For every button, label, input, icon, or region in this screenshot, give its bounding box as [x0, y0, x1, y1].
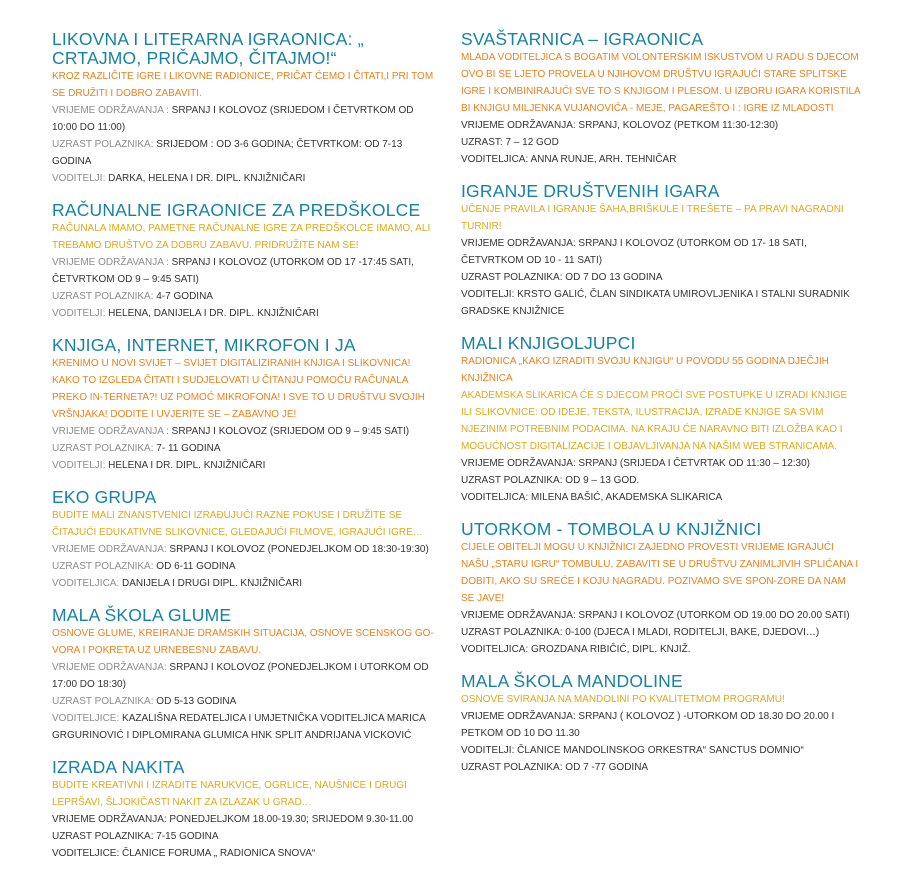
meta-age: [52, 693, 437, 710]
meta-label: VODITELJI:: [461, 745, 515, 756]
meta-value: SRPANJ (SRIJEDA I ČETVRTAK OD 11:30 – 12:30): [575, 458, 810, 469]
meta-leaders: [52, 710, 437, 744]
meta-leaders: [461, 489, 861, 506]
meta-value: OD 6-11 GODINA: [153, 561, 236, 572]
meta-label: UZRAST POLAZNIKA:: [52, 443, 154, 454]
meta-leaders: [52, 305, 437, 322]
meta-label: VRIJEME ODRŽAVANJA:: [52, 814, 167, 825]
meta-label: VODITELJICE:: [52, 848, 120, 859]
meta-label: VRIJEME ODRŽAVANJA:: [52, 662, 167, 673]
meta-value: 7-15 GODINA: [153, 831, 219, 842]
meta-label: UZRAST POLAZNIKA:: [461, 475, 563, 486]
meta-age: [461, 472, 861, 489]
section-svastarnica: [461, 30, 861, 168]
meta-value: SRPANJ I KOLOVOZ (UTORKOM OD 17- 18 SATI, ČETVRTKOM OD 10 - 11 SATI): [461, 238, 807, 266]
meta-age: [52, 828, 437, 845]
meta-leaders: [52, 575, 437, 592]
meta-leaders: [461, 641, 861, 658]
meta-label: VODITELJI:: [52, 460, 106, 471]
section-skola-mandoline: [461, 672, 861, 776]
meta-time: [52, 541, 437, 558]
meta-value: OD 5-13 GODINA: [153, 696, 237, 707]
meta-time: [52, 423, 437, 440]
meta-value: SRPANJ I KOLOVOZ (PONEDJELJKOM OD 18:30-19:30): [166, 544, 429, 555]
meta-age: [52, 288, 437, 305]
meta-label: UZRAST POLAZNIKA:: [52, 696, 154, 707]
section-izrada-nakita: [52, 758, 437, 862]
section-intro: UČENJE PRAVILA I IGRANJE ŠAHA,BRIŠKULE I TREŠETE – PA PRAVI NAGRADNI TURNIR!: [461, 204, 844, 232]
meta-value: OD 7 DO 13 GODINA: [562, 272, 663, 283]
section-likovna-igraonica: [52, 30, 437, 187]
section-title: UTORKOM - TOMBOLA U KNJIŽNICI: [461, 519, 762, 539]
meta-label: VODITELJI:: [52, 173, 106, 184]
meta-value: OD 7 -77 GODINA: [562, 762, 649, 773]
meta-value: HELENA, DANIJELA I DR. DIPL. KNJIŽNIČARI: [105, 308, 319, 319]
left-column: [52, 30, 437, 876]
section-intro: KRENIMO U NOVI SVIJET – SVIJET DIGITALIZIRANIH KNJIGA I SLIKOVNICA! KAKO TO IZGLEDA ČITATI I SUDJELOVATI U ČITANJU POMOĆU RAČUNALA PREKO IN-TERNETA?! UZ POMOĆ MIKROFONA! I SVE TO U DRUŠTVU SVOJIH VRŠNJAKA! DODITE I UVJERITE SE – ZABAVNO JE!: [52, 358, 425, 420]
meta-value: SRPANJ, KOLOVOZ (PETKOM 11:30-12:30): [575, 120, 779, 131]
section-intro: OSNOVE GLUME, KREIRANJE DRAMSKIH SITUACIJA, OSNOVE SCENSKOG GO-VORA I POKRETA UZ URNEBESNU ZABAVU.: [52, 628, 434, 656]
meta-time: [461, 455, 861, 472]
meta-label: UZRAST POLAZNIKA:: [461, 627, 563, 638]
meta-leaders: [52, 170, 437, 187]
section-title: RAČUNALNE IGRAONICE ZA PREDŠKOLCE: [52, 200, 421, 220]
meta-time: [461, 607, 861, 624]
section-title: IZRADA NAKITA: [52, 757, 185, 777]
meta-value: ČLANICE FORUMA „ RADIONICA SNOVA“: [119, 848, 316, 859]
meta-age: [52, 558, 437, 575]
meta-value: SRPANJ I KOLOVOZ (SRIJEDOM I ČETVRTKOM OD 10:00 DO 11:00): [52, 105, 414, 133]
meta-leaders: [52, 845, 437, 862]
section-title: MALA ŠKOLA MANDOLINE: [461, 671, 683, 691]
section-racunalne-igraonice: [52, 201, 437, 322]
section-intro: BUDITE KREATIVNI I IZRADITE NARUKVICE, OGRLICE, NAUŠNICE I DRUGI LEPRŠAVI, ŠLJOKIČASTI NAKIT ZA IZLAZAK U GRAD…: [52, 780, 407, 808]
right-column: [461, 30, 861, 790]
meta-leaders: [52, 457, 437, 474]
meta-time: [461, 708, 861, 742]
meta-label: VRIJEME ODRŽAVANJA:: [461, 711, 576, 722]
section-title: MALI KNJIGOLJUPCI: [461, 333, 636, 353]
meta-label: VRIJEME ODRŽAVANJA:: [461, 458, 576, 469]
section-intro: MLADA VODITELJICA S BOGATIM VOLONTERSKIM ISKUSTVOM U RADU S DJECOM OVO BI SE LJETO PROVELA U NJIHOVOM DRUŠTVU IGRAJUĆI STARE SPLITSKE IGRE I KOMBINIRAJUĆI SVE TO S KNJIGOM I PLESOM. U IZBORU IGARA KORISTILA BI KNJIGU MILJENKA VUJANOVIĆA - MEJE, PAGAREŠTO I : IGRE IZ MLADOSTI: [461, 52, 861, 114]
section-intro: RAČUNALA IMAMO, PAMETNE RAČUNALNE IGRE ZA PREDŠKOLCE IMAMO, ALI TREBAMO DRUŠTVO ZA DOBRU ZABAVU. PRIDRUŽITE NAM SE!: [52, 223, 431, 251]
meta-value: HELENA I DR. DIPL. KNJIŽNIČARI: [105, 460, 266, 471]
meta-age: [461, 134, 861, 151]
meta-value: SRPANJ I KOLOVOZ (UTORKOM OD 19.00 DO 20.00 SATI): [575, 610, 850, 621]
meta-value: 4-7 GODINA: [153, 291, 213, 302]
section-intro: CIJELE OBITELJI MOGU U KNJIŽNICI ZAJEDNO PROVESTI VRIJEME IGRAJUĆI NAŠU „STARU IGRU“ TOMBULU, ZABAVITI SE U DRUŠTVU ZANIMLJIVIH SPLIĆANA I DOBITI, AKO SU SREĆE I KOJU NAGRADU. POZIVAMO SVE SPON-ZORE DA NAM SE JAVE!: [461, 542, 859, 604]
meta-leaders: [461, 286, 861, 320]
meta-time: [52, 102, 437, 136]
meta-age: [52, 440, 437, 457]
meta-time: [52, 254, 437, 288]
meta-label: VRIJEME ODRŽAVANJA :: [52, 426, 169, 437]
meta-age: [52, 136, 437, 170]
meta-age: [461, 624, 861, 641]
meta-label: VODITELJICA:: [461, 154, 529, 165]
section-title: KNJIGA, INTERNET, MIKROFON I JA: [52, 335, 356, 355]
meta-label: VODITELJI:: [52, 308, 106, 319]
meta-label: UZRAST POLAZNIKA:: [52, 831, 154, 842]
meta-label: UZRAST POLAZNIKA:: [52, 561, 154, 572]
meta-value: DANIJELA I DRUGI DIPL. KNJIŽNIČARI: [119, 578, 303, 589]
meta-time: [52, 811, 437, 828]
meta-label: VODITELJICE:: [52, 713, 120, 724]
section-tombola: [461, 520, 861, 658]
section-drustvene-igre: [461, 182, 861, 320]
meta-label: VRIJEME ODRŽAVANJA :: [52, 257, 169, 268]
meta-value: DARKA, HELENA I DR. DIPL. KNJIŽNIČARI: [105, 173, 306, 184]
meta-value: MILENA BAŠIĆ, AKADEMSKA SLIKARICA: [528, 492, 723, 503]
meta-value: ČLANICE MANDOLINSKOG ORKESTRA“ SANCTUS DOMNIO“: [514, 745, 804, 756]
section-intro-secondary: AKADEMSKA SLIKARICA ĆE S DJECOM PROĆI SVE POSTUPKE U IZRADI KNJIGE ILI SLIKOVNICE: OD IDEJE, TEKSTA, ILUSTRACIJA, IZRADE KNJIGE SA SVIM NJEZINIM POTREBNIM PODACIMA. NA KRAJU ĆE NARAVNO BITI IZLOŽBA KAO I MOGUĆNOST DIGITALIZACIJE I OBJAVLJIVANJA NA NAŠIM WEB STRANICAMA.: [461, 390, 848, 452]
meta-label: UZRAST:: [461, 137, 503, 148]
meta-label: UZRAST POLAZNIKA:: [461, 272, 563, 283]
section-eko-grupa: [52, 488, 437, 592]
meta-label: UZRAST POLAZNIKA:: [52, 139, 154, 150]
section-title: IGRANJE DRUŠTVENIH IGARA: [461, 181, 720, 201]
meta-label: VRIJEME ODRŽAVANJA:: [52, 544, 167, 555]
meta-label: VODITELJICA:: [52, 578, 120, 589]
section-mali-knjigoljupci: [461, 334, 861, 506]
meta-value: 7 – 12 GOD: [502, 137, 559, 148]
meta-label: VRIJEME ODRŽAVANJA:: [461, 238, 576, 249]
section-skola-glume: [52, 606, 437, 744]
section-intro: BUDITE MALI ZNANSTVENICI IZRAĐUJUĆI RAZNE POKUSE I DRUŽITE SE ČITAJUĆI EDUKATIVNE SLIKOVNICE, GLEDAJUĆI FILMOVE, IGRAJUĆI IGRE…: [52, 510, 423, 538]
section-intro: RADIONICA „KAKO IZRADITI SVOJU KNJIGU“ U POVODU 55 GODINA DJEČJIH KNJIŽNICA: [461, 356, 829, 384]
section-intro: OSNOVE SVIRANJA NA MANDOLINI PO KVALITETMOM PROGRAMU!: [461, 694, 785, 705]
meta-value: SRPANJ ( KOLOVOZ ) -UTORKOM OD 18.30 DO 20.00 I PETKOM OD 10 DO 11.30: [461, 711, 835, 739]
meta-time: [461, 235, 861, 269]
meta-label: VODITELJICA:: [461, 492, 529, 503]
meta-leaders: [461, 151, 861, 168]
meta-value: KAZALIŠNA REDATELJICA I UMJETNIČKA VODITELJICA MARICA GRGURINOVIĆ I DIPLOMIRANA GLUMICA HNK SPLIT ANDRIJANA VICKOVIĆ: [52, 713, 426, 741]
section-title: SVAŠTARNICA – IGRAONICA: [461, 29, 704, 49]
section-knjiga-internet: [52, 336, 437, 474]
meta-age: [461, 759, 861, 776]
meta-value: OD 9 – 13 GOD.: [562, 475, 640, 486]
meta-age: [461, 269, 861, 286]
meta-label: VRIJEME ODRŽAVANJA:: [461, 610, 576, 621]
meta-time: [461, 117, 861, 134]
meta-value: KRSTO GALIĆ, ČLAN SINDIKATA UMIROVLJENIKA I STALNI SURADNIK GRADSKE KNJIŽNICE: [461, 289, 850, 317]
meta-value: SRIJEDOM : OD 3-6 GODINA; ČETVRTKOM: OD 7-13 GODINA: [52, 139, 403, 167]
meta-label: VRIJEME ODRŽAVANJA:: [461, 120, 576, 131]
meta-time: [52, 659, 437, 693]
meta-leaders: [461, 742, 861, 759]
meta-value: SRPANJ I KOLOVOZ (PONEDJELJKOM I UTORKOM OD 17:00 DO 18:30): [52, 662, 429, 690]
meta-label: UZRAST POLAZNIKA:: [461, 762, 563, 773]
meta-value: 7- 11 GODINA: [153, 443, 221, 454]
meta-value: SRPANJ I KOLOVOZ (UTORKOM OD 17 -17:45 SATI, ČETVRTKOM OD 9 – 9:45 SATI): [52, 257, 414, 285]
section-title: LIKOVNA I LITERARNA IGRAONICA: „ CRTAJMO, PRIČAJMO, ČITAJMO!“: [52, 29, 364, 68]
meta-value: GROZDANA RIBIČIĆ, DIPL. KNJIŽ.: [528, 644, 691, 655]
meta-label: VRIJEME ODRŽAVANJA :: [52, 105, 169, 116]
meta-label: VODITELJI:: [461, 289, 515, 300]
meta-value: SRPANJ I KOLOVOZ (SRIJEDOM OD 9 – 9:45 SATI): [168, 426, 410, 437]
meta-label: VODITELJICA:: [461, 644, 529, 655]
meta-value: 0-100 (DJECA I MLADI, RODITELJI, BAKE, DJEDOVI…): [562, 627, 820, 638]
section-title: MALA ŠKOLA GLUME: [52, 605, 232, 625]
section-title: EKO GRUPA: [52, 487, 157, 507]
meta-value: ANNA RUNJE, ARH. TEHNIČAR: [528, 154, 677, 165]
meta-value: PONEDJELJKOM 18.00-19.30; SRIJEDOM 9.30-11.00: [166, 814, 414, 825]
meta-label: UZRAST POLAZNIKA:: [52, 291, 154, 302]
section-intro: KROZ RAZLIČITE IGRE I LIKOVNE RADIONICE, PRIČAT ĆEMO I ČITATI,I PRI TOM SE DRUŽITI I DOBRO ZABAVITI.: [52, 71, 434, 99]
